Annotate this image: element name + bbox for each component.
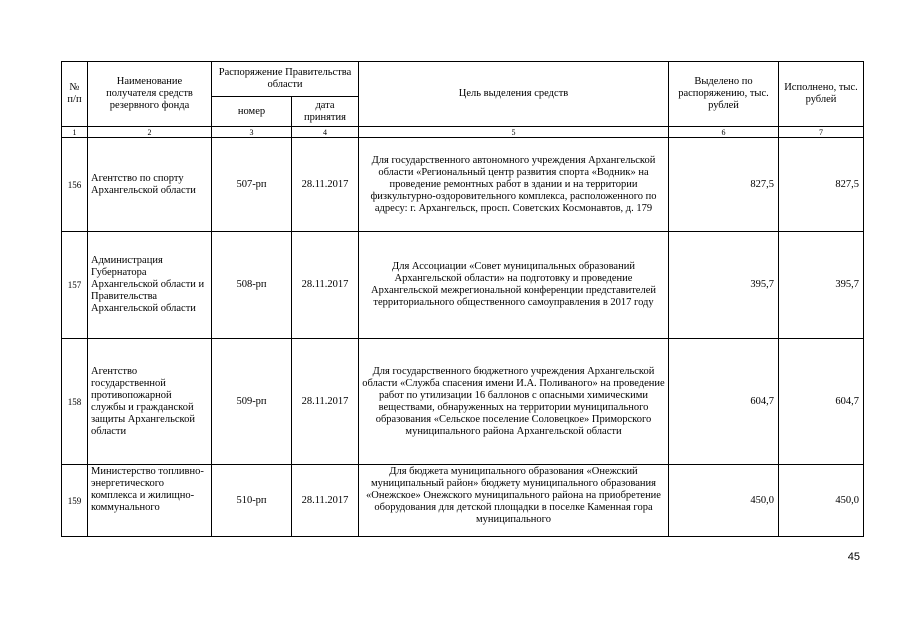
column-index-cell: 2 bbox=[88, 127, 212, 138]
executed-amount: 395,7 bbox=[779, 232, 864, 339]
report-table-container bbox=[61, 61, 864, 537]
allocation-purpose: Для Ассоциации «Совет муниципальных образований Архангельской области» на подготовку и проведение Архангельской межрегиональной конференции представителей территориального общественного самоуправления в 2017 году bbox=[359, 232, 669, 339]
table-row bbox=[62, 138, 864, 232]
recipient-name: Агентство по спорту Архангельской области bbox=[88, 138, 212, 232]
column-index-row bbox=[62, 127, 864, 138]
order-date: 28.11.2017 bbox=[292, 138, 359, 232]
header-allocated: Выделено по распоряжению, тыс. рублей bbox=[669, 62, 779, 127]
page-number: 45 bbox=[847, 551, 860, 563]
row-number: 158 bbox=[62, 339, 88, 465]
order-number: 510-рп bbox=[212, 465, 292, 537]
header-order-date: дата принятия bbox=[292, 97, 359, 127]
header-order-group: Распоряжение Правительства области bbox=[212, 62, 359, 97]
column-index-cell: 6 bbox=[669, 127, 779, 138]
order-date: 28.11.2017 bbox=[292, 339, 359, 465]
header-executed: Исполнено, тыс. рублей bbox=[779, 62, 864, 127]
order-number: 508-рп bbox=[212, 232, 292, 339]
row-number: 156 bbox=[62, 138, 88, 232]
row-number: 159 bbox=[62, 465, 88, 537]
order-number: 507-рп bbox=[212, 138, 292, 232]
header-num: № п/п bbox=[62, 62, 88, 127]
header-purpose: Цель выделения средств bbox=[359, 62, 669, 127]
allocation-purpose: Для бюджета муниципального образования «Онежский муниципальный район» бюджету муниципального образования «Онежское» Онежского муниципального района на приобретение оборудования для детской площадки в поселке Каменная гора муниципального bbox=[359, 465, 669, 537]
column-index-cell: 5 bbox=[359, 127, 669, 138]
table-row bbox=[62, 232, 864, 339]
recipient-name: Агентство государственной противопожарной службы и гражданской защиты Архангельской области bbox=[88, 339, 212, 465]
allocation-purpose: Для государственного автономного учреждения Архангельской области «Региональный центр развития спорта «Водник» на проведение ремонтных работ в здании и на территории физкультурно-оздоровительного комплекса, расположенного по адресу: г. Архангельск, просп. Советских Космонавтов, д. 179 bbox=[359, 138, 669, 232]
allocated-amount: 827,5 bbox=[669, 138, 779, 232]
order-date: 28.11.2017 bbox=[292, 465, 359, 537]
table-row bbox=[62, 339, 864, 465]
order-number: 509-рп bbox=[212, 339, 292, 465]
column-index-cell: 1 bbox=[62, 127, 88, 138]
recipient-name: Министерство топливно-энергетического комплекса и жилищно-коммунального bbox=[88, 465, 212, 537]
header-order-number: номер bbox=[212, 97, 292, 127]
allocated-amount: 450,0 bbox=[669, 465, 779, 537]
allocated-amount: 604,7 bbox=[669, 339, 779, 465]
header-recipient: Наименование получателя средств резервного фонда bbox=[88, 62, 212, 127]
reserve-fund-table bbox=[61, 61, 864, 537]
row-number: 157 bbox=[62, 232, 88, 339]
column-index-cell: 4 bbox=[292, 127, 359, 138]
recipient-name: Администрация Губернатора Архангельской области и Правительства Архангельской области bbox=[88, 232, 212, 339]
column-index-cell: 3 bbox=[212, 127, 292, 138]
allocated-amount: 395,7 bbox=[669, 232, 779, 339]
column-index-cell: 7 bbox=[779, 127, 864, 138]
executed-amount: 827,5 bbox=[779, 138, 864, 232]
table-row bbox=[62, 465, 864, 537]
executed-amount: 450,0 bbox=[779, 465, 864, 537]
header-row-1 bbox=[62, 62, 864, 97]
executed-amount: 604,7 bbox=[779, 339, 864, 465]
allocation-purpose: Для государственного бюджетного учреждения Архангельской области «Служба спасения имени И.А. Поливаного» на проведение работ по утилизации 16 баллонов с опасными химическими веществами, обнаруженных на территории муниципального образования «Сельское поселение Соловецкое» Приморского муниципального района Архангельской области bbox=[359, 339, 669, 465]
order-date: 28.11.2017 bbox=[292, 232, 359, 339]
